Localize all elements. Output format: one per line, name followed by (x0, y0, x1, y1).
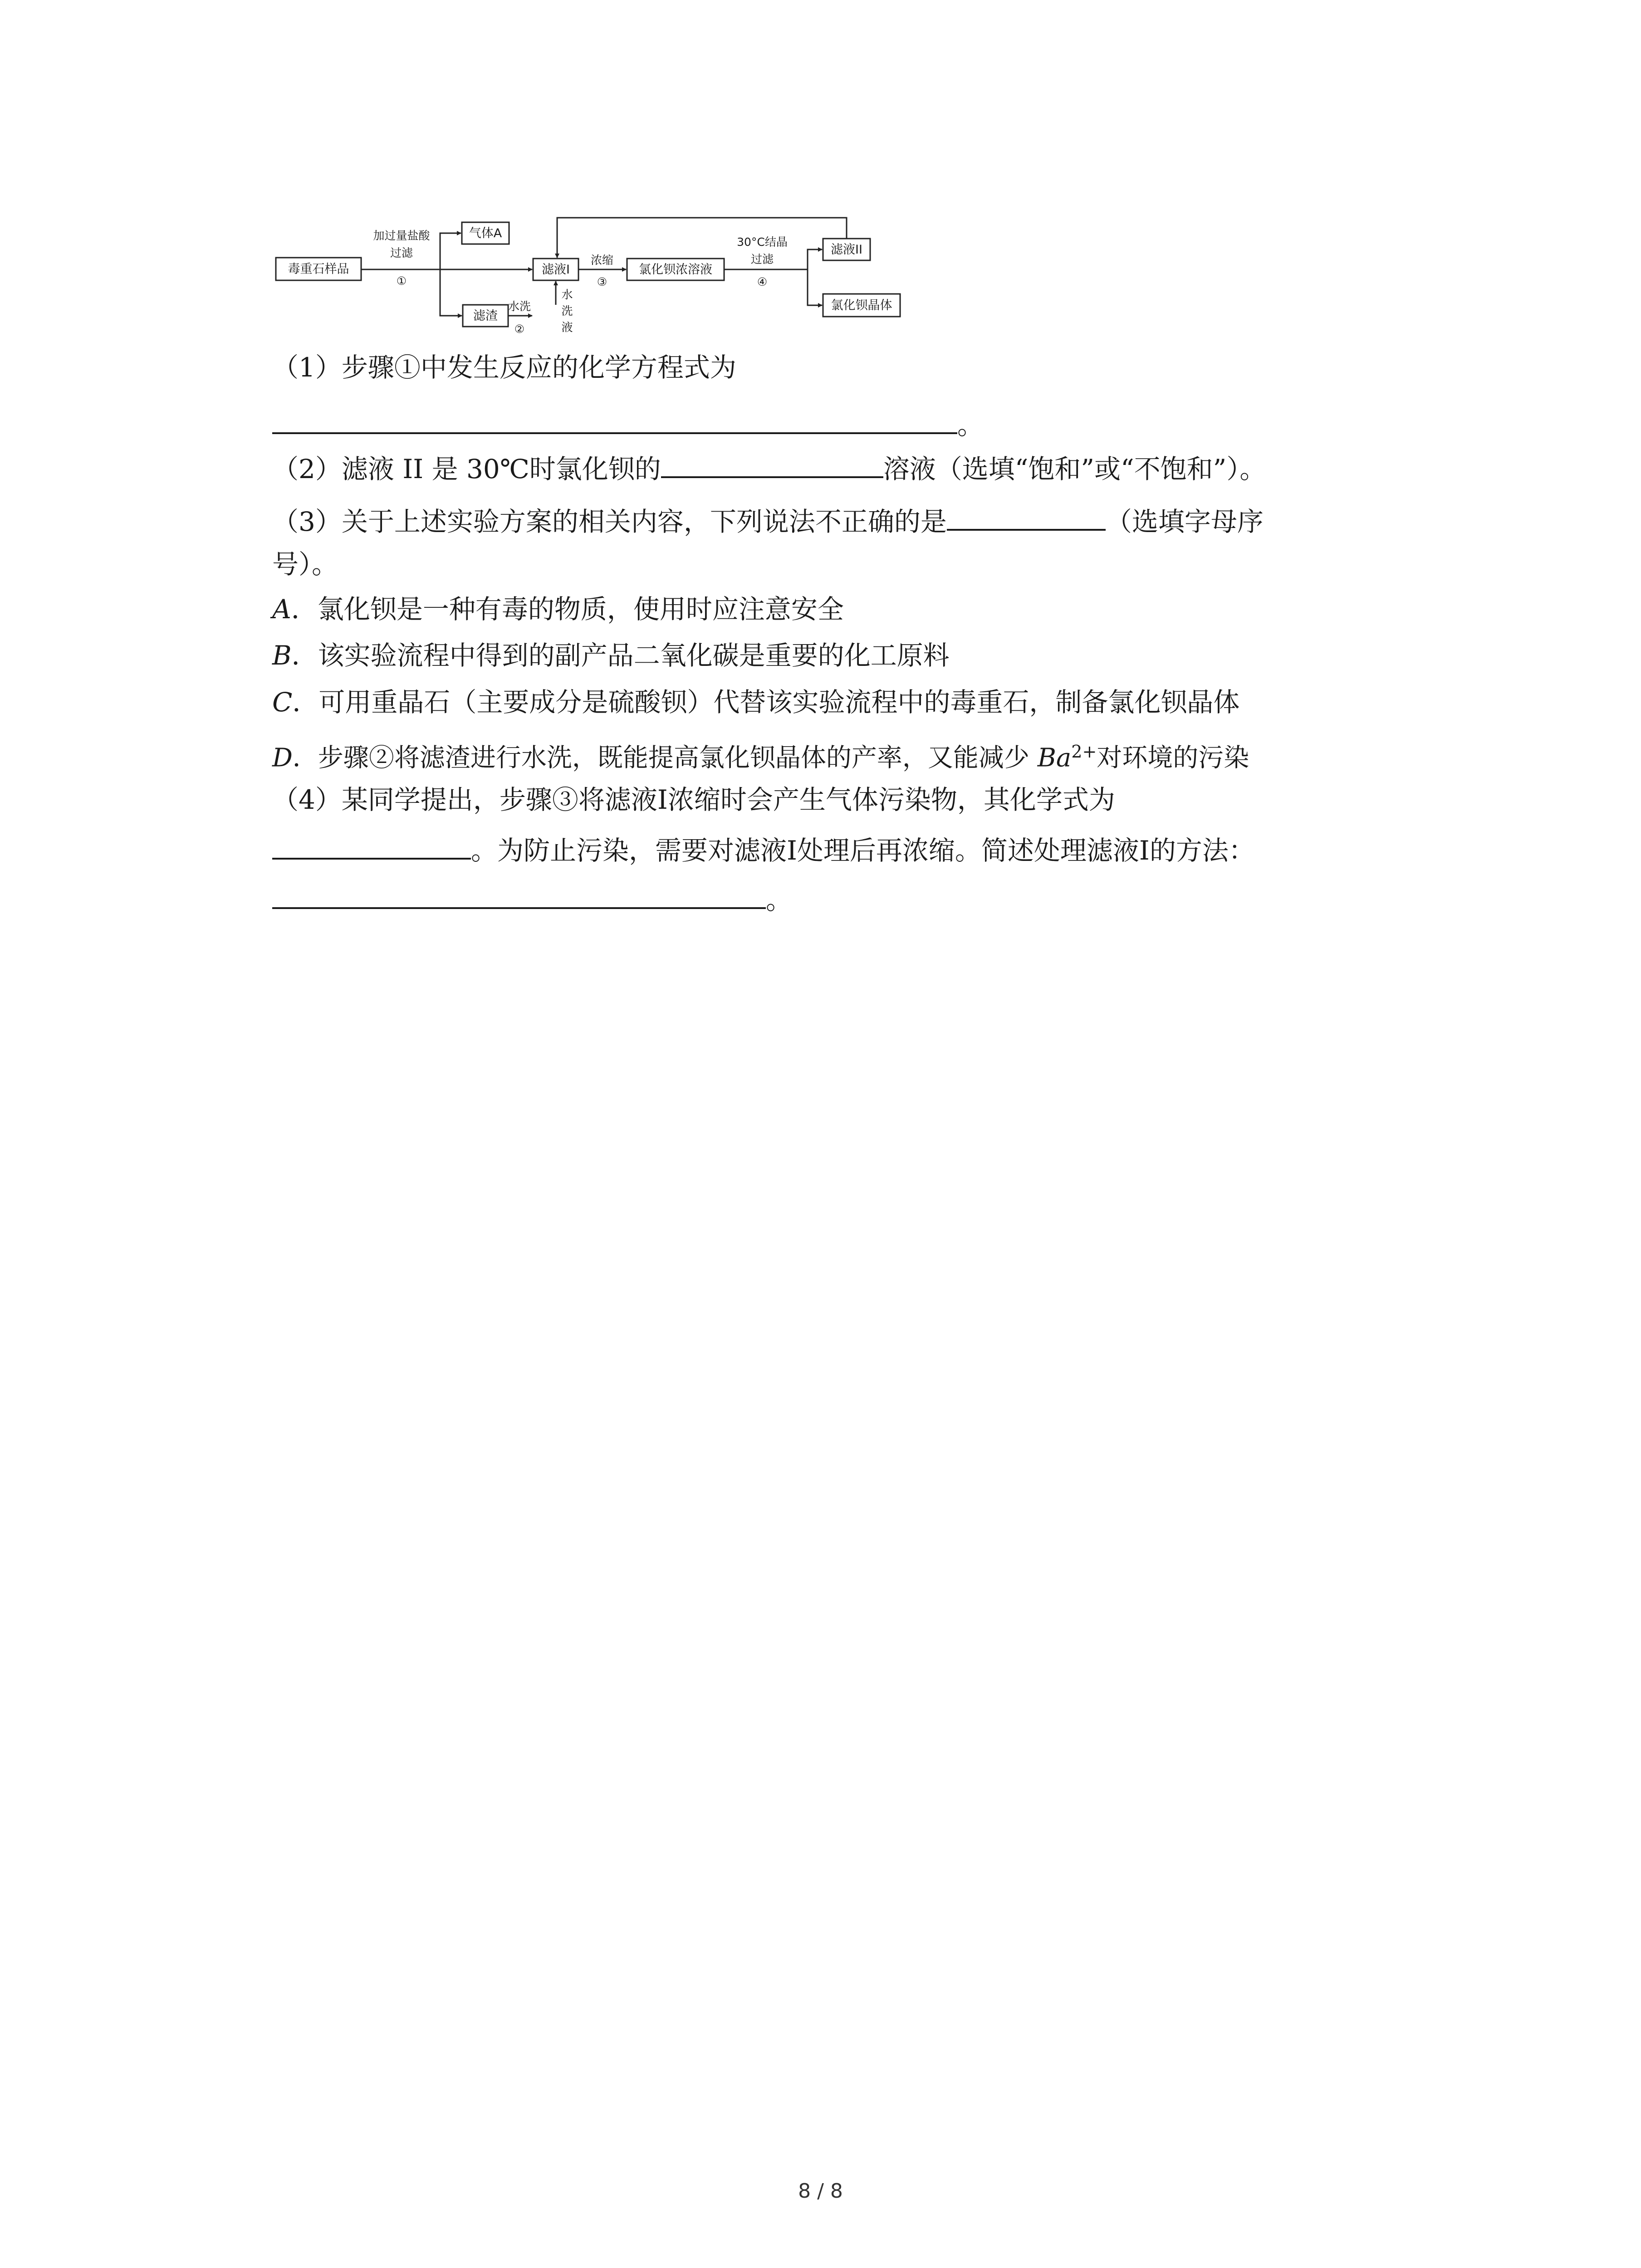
option-d-charge: 2+ (1071, 742, 1097, 762)
node-filtrate-2: 滤液II (831, 243, 862, 257)
option-c-text: ．可用重晶石（主要成分是硫酸钡）代替该实验流程中的毒重石，制备氯化钡晶体 (292, 687, 1240, 718)
option-b-letter: B (272, 640, 292, 671)
step2-number: ② (514, 323, 525, 336)
process-flow-diagram (272, 213, 926, 358)
page-number: 8 / 8 (798, 2180, 843, 2203)
node-conc-solution: 氯化钡浓溶液 (639, 263, 712, 277)
option-d-ion: Ba (1037, 743, 1072, 773)
step3-number: ③ (597, 275, 607, 288)
question-1 (272, 349, 736, 386)
node-filtrate-1: 滤液I (542, 263, 570, 277)
node-residue: 滤渣 (473, 309, 498, 323)
option-a-letter: A (272, 594, 291, 625)
option-a (272, 591, 844, 627)
option-b-text: ．该实验流程中得到的副产品二氧化碳是重要的化工原料 (291, 640, 950, 671)
arrow-to-gas-a (440, 233, 461, 269)
question-4-end: 。 (766, 885, 793, 915)
answer-blank-1[interactable] (272, 406, 957, 434)
answer-blank-3[interactable] (947, 503, 1106, 531)
arrow-to-filtrate2 (808, 249, 822, 269)
step4-label: 30°C结晶 (737, 235, 788, 249)
question-1-end: 。 (957, 410, 984, 440)
node-start: 毒重石样品 (288, 262, 349, 276)
option-d-text-before: ．步骤②将滤渣进行水洗，既能提高氯化钡晶体的产率，又能减少 (292, 743, 1038, 773)
option-b (272, 637, 950, 674)
step1-label-2: 过滤 (390, 246, 413, 259)
option-d-text-after: 对环境的污染 (1097, 743, 1249, 773)
wash-liquid-1: 水 (561, 288, 573, 301)
node-crystal: 氯化钡晶体 (831, 298, 892, 313)
question-3-line2-text: 号）。 (272, 549, 338, 580)
arrow-to-crystal (808, 269, 822, 305)
question-3-after: （选填字母序 (1105, 506, 1264, 537)
question-2-before: （2）滤液 II 是 30℃时氯化钡的 (272, 454, 661, 484)
step4-label-2: 过滤 (750, 253, 774, 266)
option-d (272, 733, 1249, 777)
question-2 (272, 450, 1266, 487)
question-4-line2 (272, 831, 1255, 869)
step2-label: 水洗 (508, 300, 531, 313)
step1-label: 加过量盐酸 (373, 229, 430, 242)
arrow-to-residue (440, 269, 462, 316)
wash-liquid-3: 液 (561, 321, 573, 334)
question-3-before: （3）关于上述实验方案的相关内容，下列说法不正确的是 (272, 506, 947, 537)
question-4-line3 (272, 881, 792, 918)
step1-number: ① (396, 274, 407, 288)
wash-liquid-2: 洗 (561, 304, 573, 318)
step4-number: ④ (757, 275, 768, 288)
arrow-recycle (557, 218, 847, 258)
option-c (272, 684, 1239, 720)
option-d-letter: D (272, 743, 293, 773)
answer-blank-2[interactable] (661, 450, 883, 478)
option-a-text: ．氯化钡是一种有毒的物质，使用时应注意安全 (291, 594, 844, 625)
answer-blank-4[interactable] (272, 831, 471, 860)
question-4-line1: （4）某同学提出，步骤③将滤液I浓缩时会产生气体污染物，其化学式为 (272, 784, 1115, 815)
question-2-after: 溶液（选填“饱和”或“不饱和”）。 (883, 454, 1266, 484)
question-4 (272, 782, 1115, 818)
question-1-text: （1）步骤①中发生反应的化学方程式为 (272, 352, 736, 383)
question-4-line2-text: 。为防止污染，需要对滤液I处理后再浓缩。简述处理滤液I的方法： (471, 835, 1255, 866)
step3-label: 浓缩 (590, 254, 614, 267)
question-3 (272, 503, 1264, 540)
question-1-answer-line (272, 406, 984, 443)
option-c-letter: C (272, 687, 293, 718)
question-3-line2 (272, 546, 338, 582)
node-gas-a: 气体A (469, 226, 502, 240)
answer-blank-5[interactable] (272, 881, 766, 909)
